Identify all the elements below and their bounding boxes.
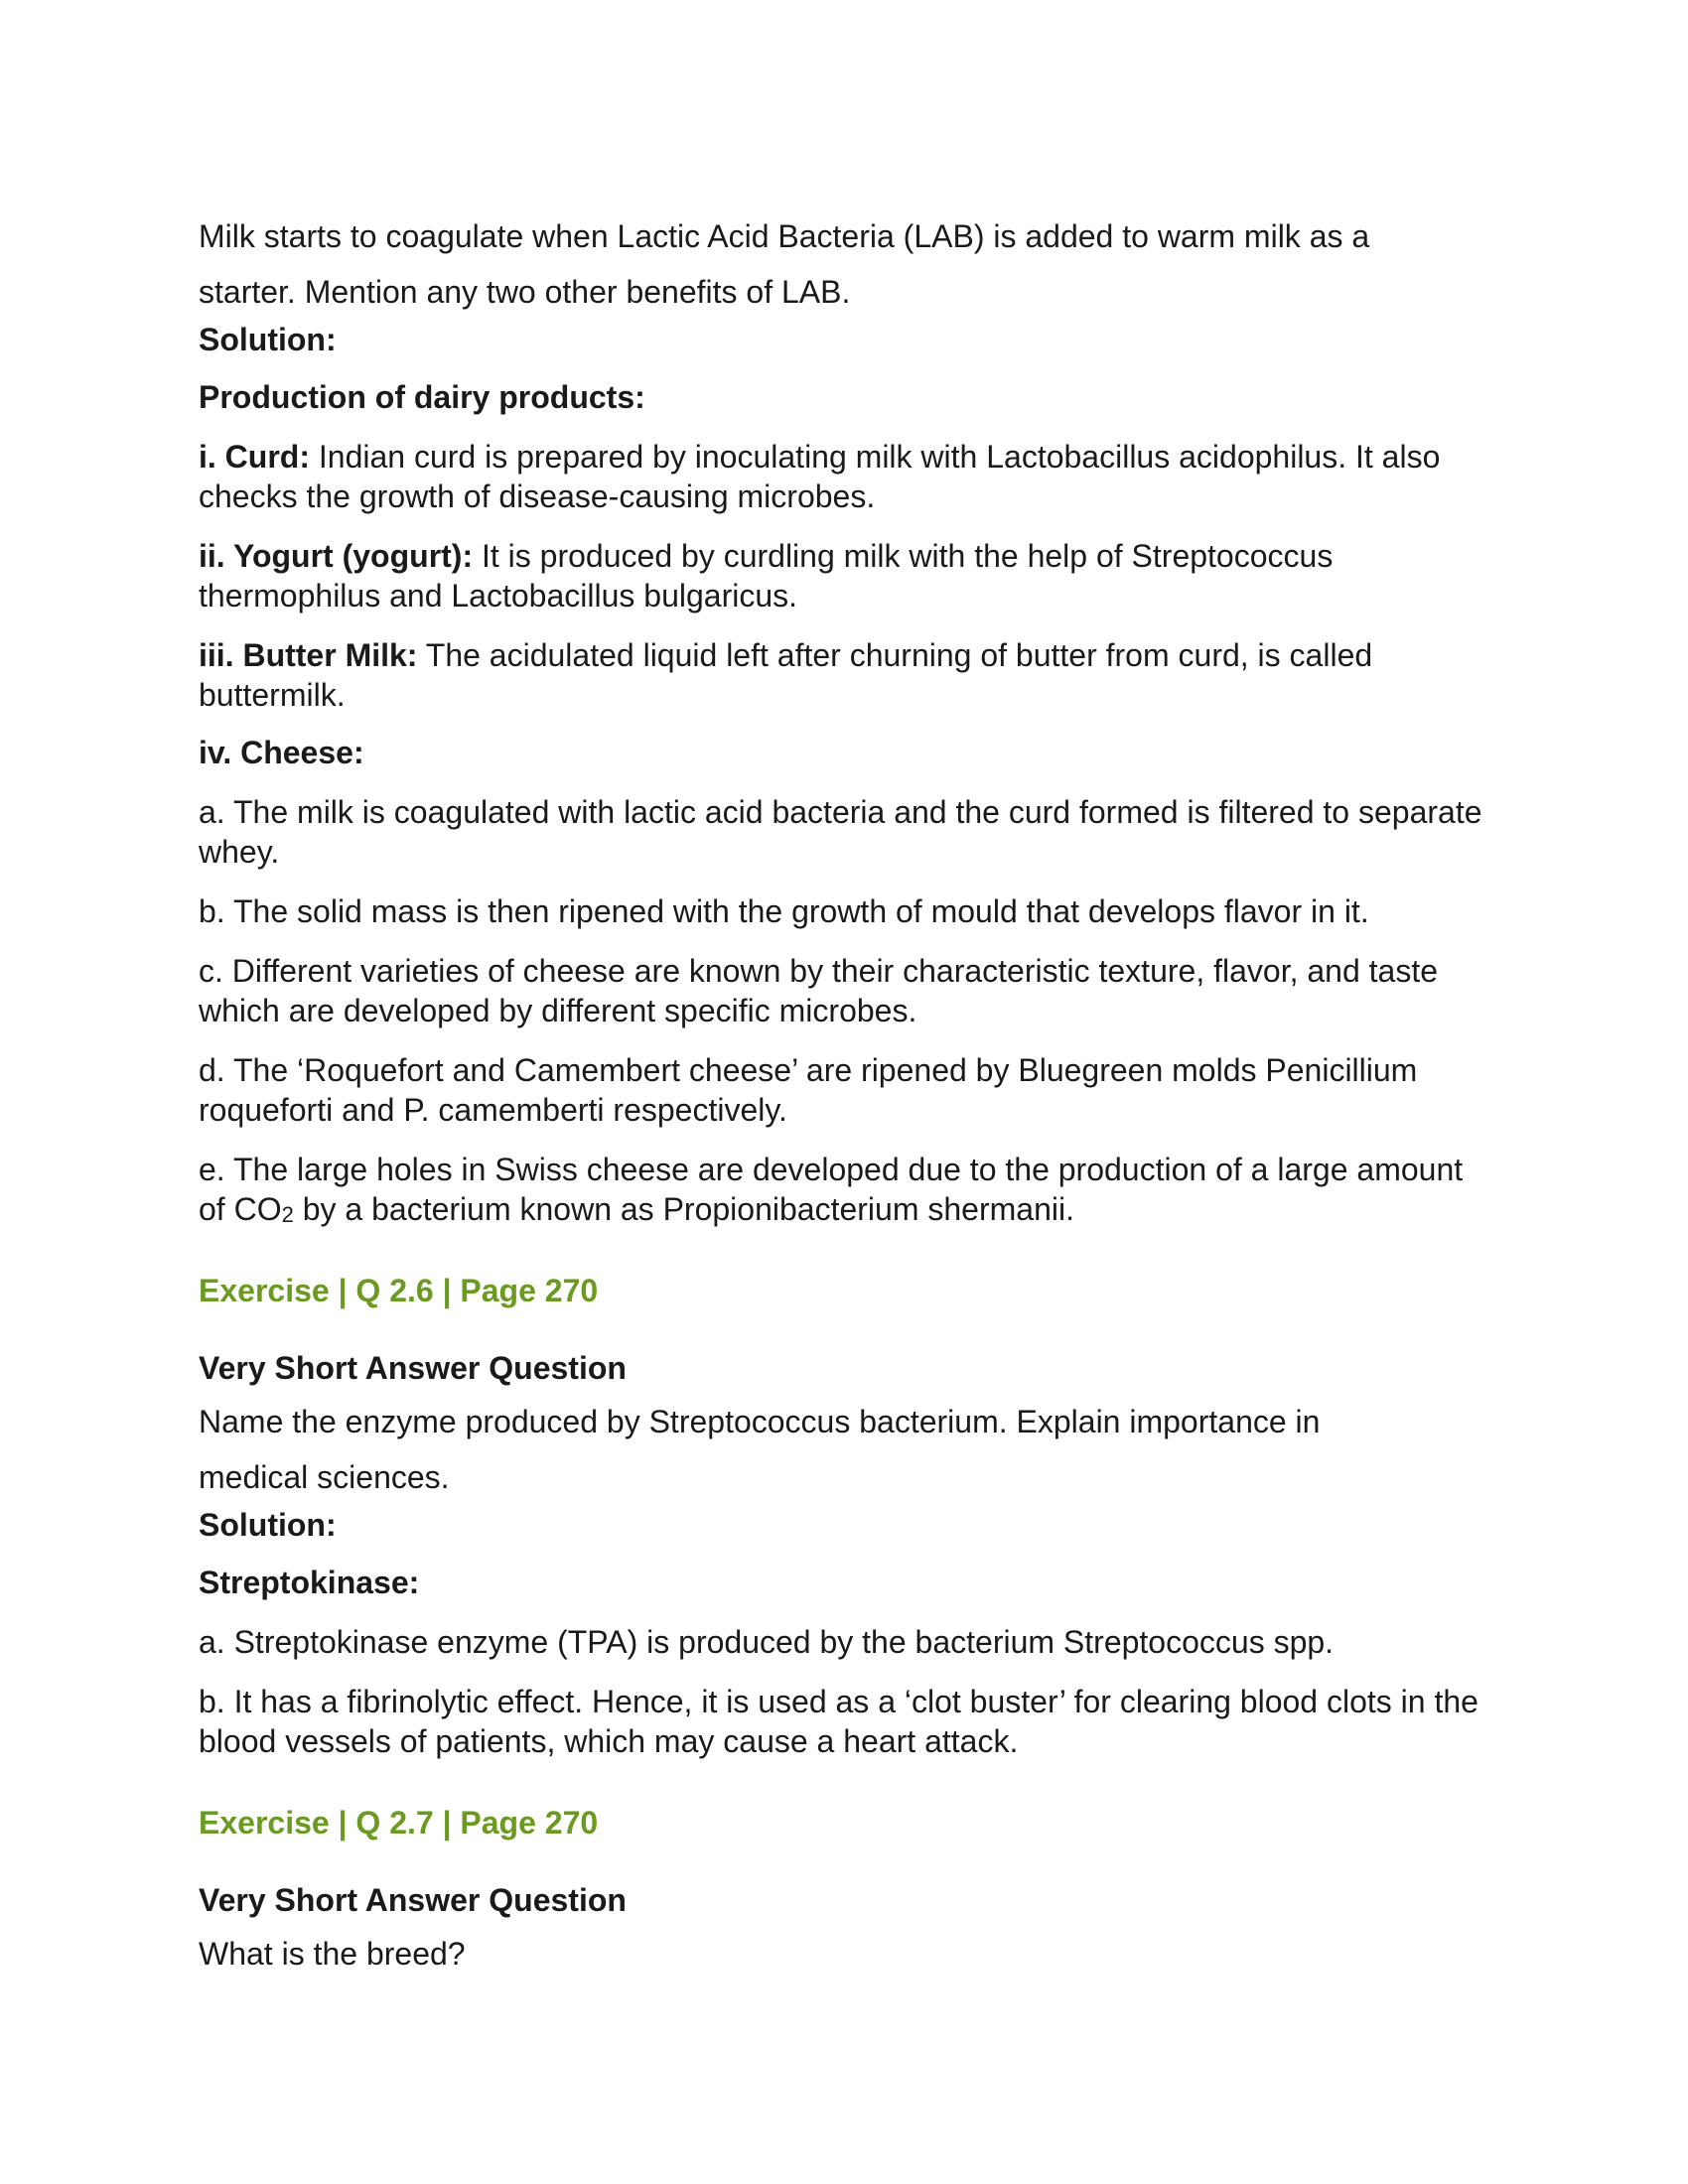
exercise-label-2-6: Exercise | Q 2.6 | Page 270 xyxy=(199,1273,599,1308)
question-text-line-2: medical sciences. xyxy=(199,1459,450,1495)
item-buttermilk-text: The acidulated liquid left after churning of butter from curd, is called buttermilk. xyxy=(199,637,1373,713)
cheese-point-b: b. The solid mass is then ripened with the growth of mould that develops flavor in it. xyxy=(199,893,1369,929)
item-curd-lead: i. Curd: xyxy=(199,439,310,475)
streptokinase-point-b: b. It has a fibrinolytic effect. Hence, it is used as a ‘clot buster’ for clearing blood clots in the blood vessels of patients, which may cause a heart attack. xyxy=(199,1684,1478,1759)
streptokinase-point-a: a. Streptokinase enzyme (TPA) is produced by the bacterium Streptococcus spp. xyxy=(199,1624,1335,1660)
item-buttermilk-lead: iii. Butter Milk: xyxy=(199,637,418,673)
document-page xyxy=(199,208,1489,1981)
item-yogurt xyxy=(199,536,1489,615)
cheese-point-c: c. Different varieties of cheese are known by their characteristic texture, flavor, and taste which are developed by different specific microbes. xyxy=(199,953,1439,1028)
solution-label: Solution: xyxy=(199,1507,337,1543)
cheese-point-e xyxy=(199,1150,1489,1229)
cheese-point-e-text: e. The large holes in Swiss cheese are developed due to the production of a large amount of CO xyxy=(199,1152,1464,1227)
section-heading-streptokinase: Streptokinase: xyxy=(199,1565,420,1600)
question-text: What is the breed? xyxy=(199,1936,466,1972)
question-type-label: Very Short Answer Question xyxy=(199,1882,627,1918)
question-text-line-1: Name the enzyme produced by Streptococcus bacterium. Explain importance in xyxy=(199,1404,1321,1439)
cheese-point-a: a. The milk is coagulated with lactic acid bacteria and the curd formed is filtered to separate whey. xyxy=(199,794,1482,870)
question-type-label: Very Short Answer Question xyxy=(199,1350,627,1386)
cheese-point-d: d. The ‘Roquefort and Camembert cheese’ are ripened by Bluegreen molds Penicillium roqueforti and P. camemberti respectively. xyxy=(199,1052,1418,1128)
cheese-point-e-rest: by a bacterium known as Propionibacterium shermanii. xyxy=(293,1191,1074,1227)
exercise-label-2-7: Exercise | Q 2.7 | Page 270 xyxy=(199,1805,599,1841)
question-text-line-2: starter. Mention any two other benefits of LAB. xyxy=(199,274,851,310)
solution-label: Solution: xyxy=(199,322,337,357)
item-curd xyxy=(199,437,1489,516)
section-heading-dairy: Production of dairy products: xyxy=(199,379,645,415)
item-curd-text: Indian curd is prepared by inoculating milk with Lactobacillus acidophilus. It also checks the growth of disease-causing microbes. xyxy=(199,439,1441,514)
item-buttermilk xyxy=(199,635,1489,715)
item-yogurt-text: It is produced by curdling milk with the help of Streptococcus thermophilus and Lactobacillus bulgaricus. xyxy=(199,538,1334,614)
question-text-line-1: Milk starts to coagulate when Lactic Acid Bacteria (LAB) is added to warm milk as a xyxy=(199,218,1370,254)
cheese-heading: iv. Cheese: xyxy=(199,735,364,770)
co2-subscript: 2 xyxy=(281,1202,294,1227)
item-yogurt-lead: ii. Yogurt (yogurt): xyxy=(199,538,474,574)
